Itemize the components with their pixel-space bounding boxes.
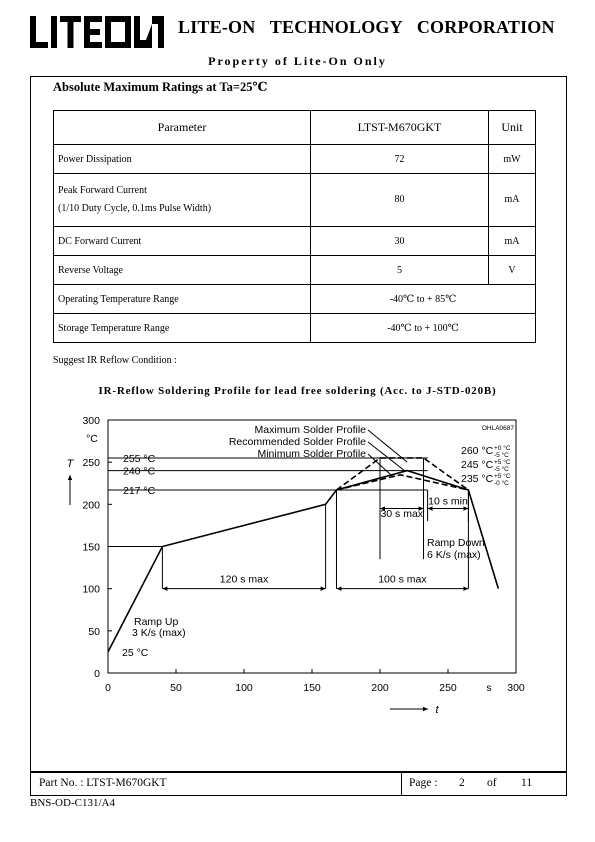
- dim-10s-label: 10 s min: [428, 495, 468, 508]
- rec-profile-label: Recommended Solder Profile: [228, 436, 366, 448]
- right-temp-label: 245 °C: [461, 459, 494, 471]
- page-of: of: [487, 777, 497, 789]
- x-axis-label: t: [435, 704, 439, 716]
- page-number: 2: [459, 777, 465, 789]
- x-tick-label: 300: [507, 682, 525, 694]
- left-temp-label: 255 °C: [123, 452, 156, 465]
- value-cell: 72: [311, 145, 489, 174]
- param-cell: Reverse Voltage: [54, 256, 311, 285]
- right-temp-label: 260 °C: [461, 445, 494, 457]
- left-temp-label: 217 °C: [123, 484, 156, 497]
- value-cell: -40℃ to + 85℃: [311, 285, 536, 314]
- tolerance-plus: +5 °C: [494, 473, 511, 480]
- page-total: 11: [521, 777, 533, 789]
- part-number: Part No. : LTST-M670GKT: [39, 777, 167, 789]
- tolerance-plus: +0 °C: [494, 445, 511, 452]
- table-row: [54, 314, 536, 343]
- page-label: Page :: [409, 777, 438, 789]
- param-cell: DC Forward Current: [54, 227, 311, 256]
- y-axis-label: T: [66, 458, 74, 470]
- value-cell: 5: [311, 256, 489, 285]
- ratings-table: [53, 110, 536, 343]
- unit-cell: mW: [489, 145, 536, 174]
- y-unit-label: °C: [86, 433, 98, 445]
- table-row: [54, 145, 536, 174]
- dim-120s-left-head: [162, 586, 167, 590]
- y-tick-label: 0: [94, 668, 100, 680]
- x-unit-label: s: [486, 682, 492, 694]
- figure-code: OHLA0687: [481, 425, 514, 432]
- x-tick-label: 200: [371, 682, 389, 694]
- y-axis-arrow-head: [68, 475, 72, 480]
- x-tick-label: 250: [439, 682, 457, 694]
- max-profile-label: Maximum Solder Profile: [254, 424, 366, 436]
- dim-120s-label: 120 s max: [219, 573, 269, 586]
- x-tick-label: 150: [303, 682, 321, 694]
- dim-100s-left-head: [336, 586, 341, 590]
- column-header: Unit: [489, 111, 536, 145]
- ratings-title: Absolute Maximum Ratings at Ta=25℃: [53, 80, 268, 94]
- param-line: Peak Forward Current: [58, 185, 147, 196]
- value-cell: 80: [311, 174, 489, 227]
- property-note: Property of Lite-On Only: [208, 54, 387, 68]
- dim-120s-right-head: [321, 586, 326, 590]
- table-row: [54, 256, 536, 285]
- tolerance-minus: -5 °C: [494, 466, 509, 473]
- value-cell: -40℃ to + 100℃: [311, 314, 536, 343]
- y-tick-label: 200: [82, 499, 100, 512]
- y-tick-label: 100: [82, 583, 100, 596]
- ramp-up-label: Ramp Up: [134, 616, 179, 628]
- param-cell: Operating Temperature Range: [54, 285, 311, 314]
- suggest-text: Suggest IR Reflow Condition :: [53, 355, 177, 366]
- min-profile-label: Minimum Solder Profile: [257, 448, 366, 460]
- tolerance-minus: -0 °C: [494, 480, 509, 487]
- dim-100s-right-head: [463, 586, 468, 590]
- ramp-down-rate: 6 K/s (max): [427, 549, 481, 561]
- doc-id: BNS-OD-C131/A4: [30, 797, 115, 809]
- y-tick-label: 150: [82, 541, 100, 554]
- x-tick-label: 0: [105, 682, 111, 694]
- series-minimum-line: [336, 475, 468, 490]
- x-tick-label: 100: [235, 682, 253, 694]
- liteon-logo: [30, 16, 164, 48]
- param-cell: [54, 174, 311, 227]
- start-temp-label: 25 °C: [122, 647, 149, 659]
- value-cell: 30: [311, 227, 489, 256]
- y-tick-label: 50: [88, 625, 100, 638]
- table-header-row: [54, 111, 536, 145]
- y-tick-label: 300: [82, 415, 100, 427]
- column-header: LTST-M670GKT: [311, 111, 489, 145]
- tolerance-minus: -5 °C: [494, 452, 509, 459]
- company-name: LITE-ON TECHNOLOGY CORPORATION: [178, 17, 555, 37]
- table-row: [54, 174, 536, 227]
- unit-cell: mA: [489, 227, 536, 256]
- left-temp-label: 240 °C: [123, 465, 156, 478]
- y-tick-label: 250: [82, 457, 100, 470]
- footer-divider: [401, 773, 402, 795]
- param-line: (1/10 Duty Cycle, 0.1ms Pulse Width): [58, 203, 212, 214]
- dim-30s-label: 30 s max: [380, 507, 424, 520]
- reflow-chart: [0, 405, 595, 725]
- x-tick-label: 50: [170, 682, 182, 694]
- ramp-up-rate: 3 K/s (max): [132, 627, 186, 639]
- ramp-down-label: Ramp Down: [427, 537, 485, 549]
- unit-cell: mA: [489, 174, 536, 227]
- param-cell: Power Dissipation: [54, 145, 311, 174]
- chart-title: IR-Reflow Soldering Profile for lead free soldering (Acc. to J-STD-020B): [98, 385, 497, 397]
- table-row: [54, 227, 536, 256]
- table-row: [54, 285, 536, 314]
- param-cell: Storage Temperature Range: [54, 314, 311, 343]
- rec-profile-leader: [368, 442, 404, 471]
- tolerance-plus: +5 °C: [494, 459, 511, 466]
- unit-cell: V: [489, 256, 536, 285]
- right-temp-label: 235 °C: [461, 473, 494, 485]
- column-header: Parameter: [54, 111, 311, 145]
- dim-100s-label: 100 s max: [378, 573, 427, 586]
- footer-bar: [30, 772, 567, 796]
- x-axis-arrow-head: [423, 707, 428, 711]
